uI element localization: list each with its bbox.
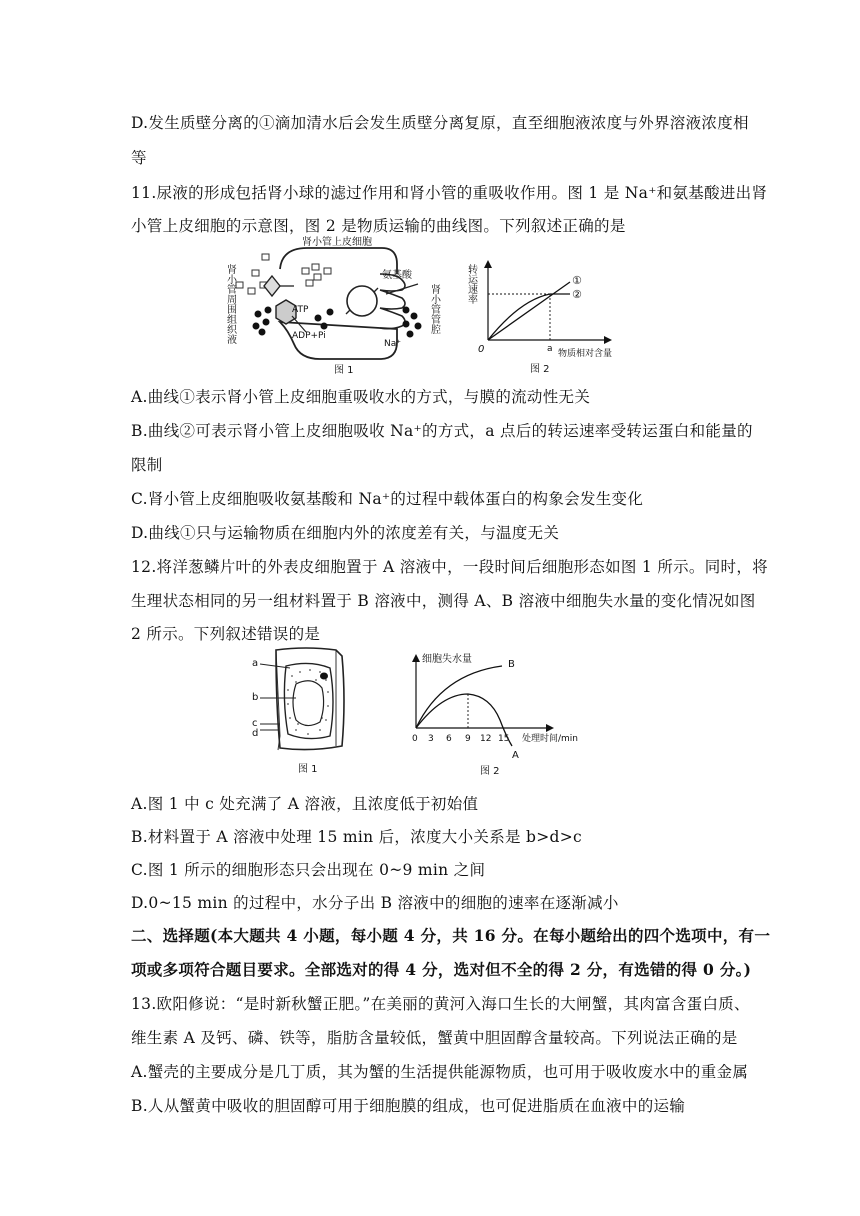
fig1-na-label: Na⁺ xyxy=(384,339,401,349)
label-b: b xyxy=(252,692,259,703)
fig2-ylabel: 转运速率 xyxy=(465,264,477,304)
q12-fig2-caption: 图 2 xyxy=(480,766,500,777)
question-12-stem-1: 12.将洋葱鳞片叶的外表皮细胞置于 A 溶液中，一段时间后细胞形态如图 1 所示。同时，将 xyxy=(131,558,768,576)
q12-figure-2 xyxy=(402,650,612,780)
option-13-b: B.人从蟹黄中吸收的胆固醇可用于细胞膜的组成，也可促进脂质在血液中的运输 xyxy=(131,1097,686,1115)
fig2-origin: 0 xyxy=(478,344,485,355)
option-11-b-1: B.曲线②可表示肾小管上皮细胞吸收 Na⁺的方式，a 点后的转运速率受转运蛋白和能量的 xyxy=(131,422,753,440)
option-12-d: D.0~15 min 的过程中，水分子出 B 溶液中的细胞的速率在逐渐减小 xyxy=(131,894,619,912)
fig1-amino-acid-label: 氨基酸 xyxy=(382,270,412,281)
fig2-xlabel: 物质相对含量 xyxy=(558,349,613,359)
tick-15: 15 xyxy=(498,734,510,744)
option-12-a: A.图 1 中 c 处充满了 A 溶液，且浓度低于初始值 xyxy=(131,795,479,813)
option-11-c: C.肾小管上皮细胞吸收氨基酸和 Na⁺的过程中载体蛋白的构象会发生变化 xyxy=(131,490,644,508)
curve-b-line xyxy=(416,666,502,728)
tick-9: 9 xyxy=(465,734,471,744)
fig2-caption: 图 2 xyxy=(530,364,550,375)
fig1-atp-label: ATP xyxy=(292,305,309,315)
q12-fig1-caption: 图 1 xyxy=(298,764,318,775)
curve-1-line xyxy=(488,282,570,340)
option-13-a: A.蟹壳的主要成分是几丁质，其为蟹的生活提供能源物质，也可用于吸收废水中的重金属 xyxy=(131,1063,749,1081)
tick-6: 6 xyxy=(446,734,452,744)
question-13-stem-2: 维生素 A 及钙、磷、铁等，脂肪含量较低，蟹黄中胆固醇含量较高。下列说法正确的是 xyxy=(131,1029,738,1047)
question-11-stem-1: 11.尿液的形成包括肾小球的滤过作用和肾小管的重吸收作用。图 1 是 Na⁺和氨基酸进出肾 xyxy=(131,184,768,202)
q12-fig2-series-a: A xyxy=(512,750,519,761)
option-11-d: D.曲线①只与运输物质在细胞内外的浓度差有关，与温度无关 xyxy=(131,524,560,542)
tick-12: 12 xyxy=(480,734,492,744)
tick-3: 3 xyxy=(428,734,434,744)
option-12-c: C.图 1 所示的细胞形态只会出现在 0~9 min 之间 xyxy=(131,861,486,879)
section-2-heading-1: 二、选择题(本大题共 4 小题，每小题 4 分，共 16 分。在每小题给出的四个选项中，有一 xyxy=(131,926,771,945)
fig2-curve2: ② xyxy=(572,288,582,301)
label-d: d xyxy=(252,728,259,739)
section-2-heading-2: 项或多项符合题目要求。全部选对的得 4 分，选对但不全的得 2 分，有选错的得 0 分。) xyxy=(131,960,752,979)
q11-figure-2 xyxy=(465,256,640,376)
option-12-b: B.材料置于 A 溶液中处理 15 min 后，浓度大小关系是 b>d>c xyxy=(131,828,583,846)
fig1-right-label: 肾小管管腔 xyxy=(428,284,440,334)
option-11-a: A.曲线①表示肾小管上皮细胞重吸收水的方式，与膜的流动性无关 xyxy=(131,388,591,406)
question-12-stem-2: 生理状态相同的另一组材料置于 B 溶液中，测得 A、B 溶液中细胞失水量的变化情况如图 xyxy=(131,592,756,610)
text-line-1: D.发生质壁分离的①滴加清水后会发生质壁分离复原，直至细胞液浓度与外界溶液浓度相 xyxy=(131,114,749,132)
text-line-2: 等 xyxy=(131,149,147,167)
fig1-caption: 图 1 xyxy=(334,365,354,376)
option-11-b-2: 限制 xyxy=(131,456,163,474)
tick-0: 0 xyxy=(412,734,418,744)
question-11-stem-2: 小管上皮细胞的示意图，图 2 是物质运输的曲线图。下列叙述正确的是 xyxy=(131,217,626,235)
curve-2-line xyxy=(488,294,570,340)
fig2-point-a: a xyxy=(547,344,553,354)
label-c: c xyxy=(252,718,258,729)
q11-figure-1 xyxy=(222,234,462,376)
q12-figure-1 xyxy=(250,646,360,778)
question-12-stem-3: 2 所示。下列叙述错误的是 xyxy=(131,625,321,643)
fig1-left-label: 肾小管周围组织液 xyxy=(224,264,236,344)
fig1-adp-label: ADP+Pi xyxy=(292,331,326,341)
fig2-curve1: ① xyxy=(572,274,582,287)
q12-fig2-ylabel: 细胞失水量 xyxy=(422,654,472,665)
fig1-title: 肾小管上皮细胞 xyxy=(302,237,372,248)
question-13-stem-1: 13.欧阳修说：“是时新秋蟹正肥。”在美丽的黄河入海口生长的大闸蟹，其肉富含蛋白质、 xyxy=(131,995,750,1013)
label-a: a xyxy=(252,658,259,669)
q12-fig2-series-b: B xyxy=(508,659,515,670)
q12-fig2-xlabel: 处理时间/min xyxy=(522,734,579,744)
